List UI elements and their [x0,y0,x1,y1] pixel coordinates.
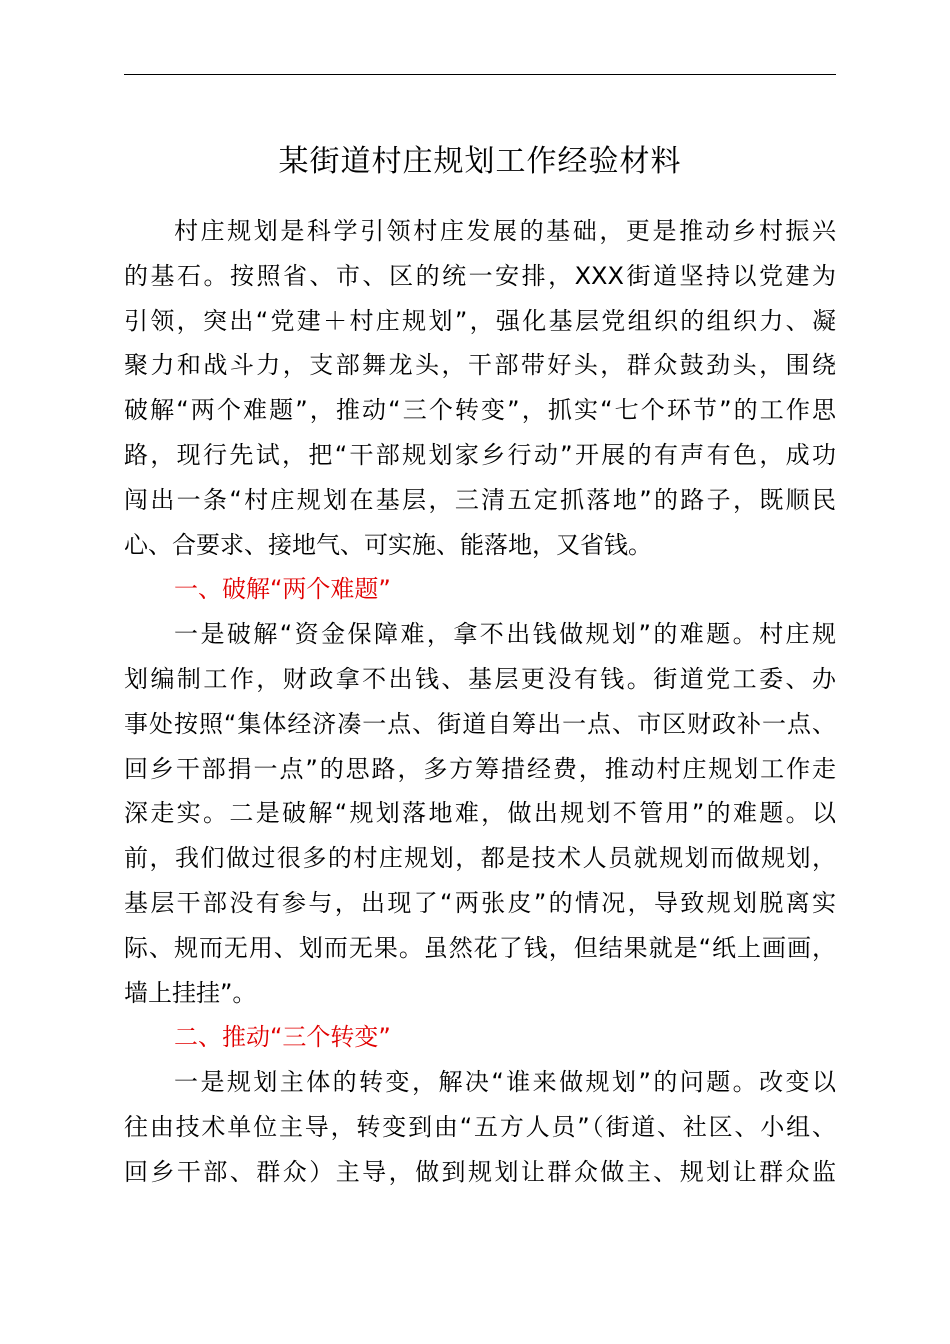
paragraph-line: 路，现行先试，把“干部规划家乡行动”开展的有声有色，成功 [124,440,836,469]
paragraph-line: 聚力和战斗力，支部舞龙头，干部带好头，群众鼓劲头，围绕 [124,351,836,380]
document-title: 某街道村庄规划工作经验材料 [278,144,682,179]
paragraph-line: 引领，突出“党建＋村庄规划”，强化基层党组织的组织力、凝 [124,306,836,335]
paragraph-line: 前，我们做过很多的村庄规划，都是技术人员就规划而做规划， [124,844,836,873]
paragraph-line: 的基石。按照省、市、区的统一安排，XXX街道坚持以党建为 [124,261,836,290]
paragraph-line: 基层干部没有参与，出现了“两张皮”的情况，导致规划脱离实 [124,888,836,917]
paragraph-line: 回乡干部、群众）主导，做到规划让群众做主、规划让群众监 [124,1157,836,1186]
paragraph-line: 回乡干部捐一点”的思路，多方筹措经费，推动村庄规划工作走 [124,754,836,783]
paragraph-line: 事处按照“集体经济凑一点、街道自筹出一点、市区财政补一点、 [124,709,836,738]
paragraph-line: 破解“两个难题”，推动“三个转变”，抓实“七个环节”的工作思 [124,396,836,425]
paragraph-line: 一是破解“资金保障难，拿不出钱做规划”的难题。村庄规 [174,620,836,649]
section-heading: 一、破解“两个难题” [174,575,391,604]
paragraph-line: 划编制工作，财政拿不出钱、基层更没有钱。街道党工委、办 [124,664,836,693]
paragraph-line: 墙上挂挂”。 [124,978,257,1007]
document-body [124,209,836,1195]
paragraph-line: 心、合要求、接地气、可实施、能落地，又省钱。 [124,530,652,559]
paragraph-line: 村庄规划是科学引领村庄发展的基础，更是推动乡村振兴 [174,217,836,245]
paragraph-line: 深走实。二是破解“规划落地难，做出规划不管用”的难题。以 [124,799,836,828]
paragraph-line: 际、规而无用、划而无果。虽然花了钱，但结果就是“纸上画画， [124,933,836,962]
paragraph-line: 闯出一条“村庄规划在基层，三清五定抓落地”的路子，既顺民 [124,485,836,514]
paragraph-line: 一是规划主体的转变，解决“谁来做规划”的问题。改变以 [174,1068,836,1097]
paragraph-line: 往由技术单位主导，转变到由“五方人员”（街道、社区、小组、 [124,1112,836,1141]
section-heading: 二、推动“三个转变” [174,1023,391,1052]
header-rule [124,74,836,75]
